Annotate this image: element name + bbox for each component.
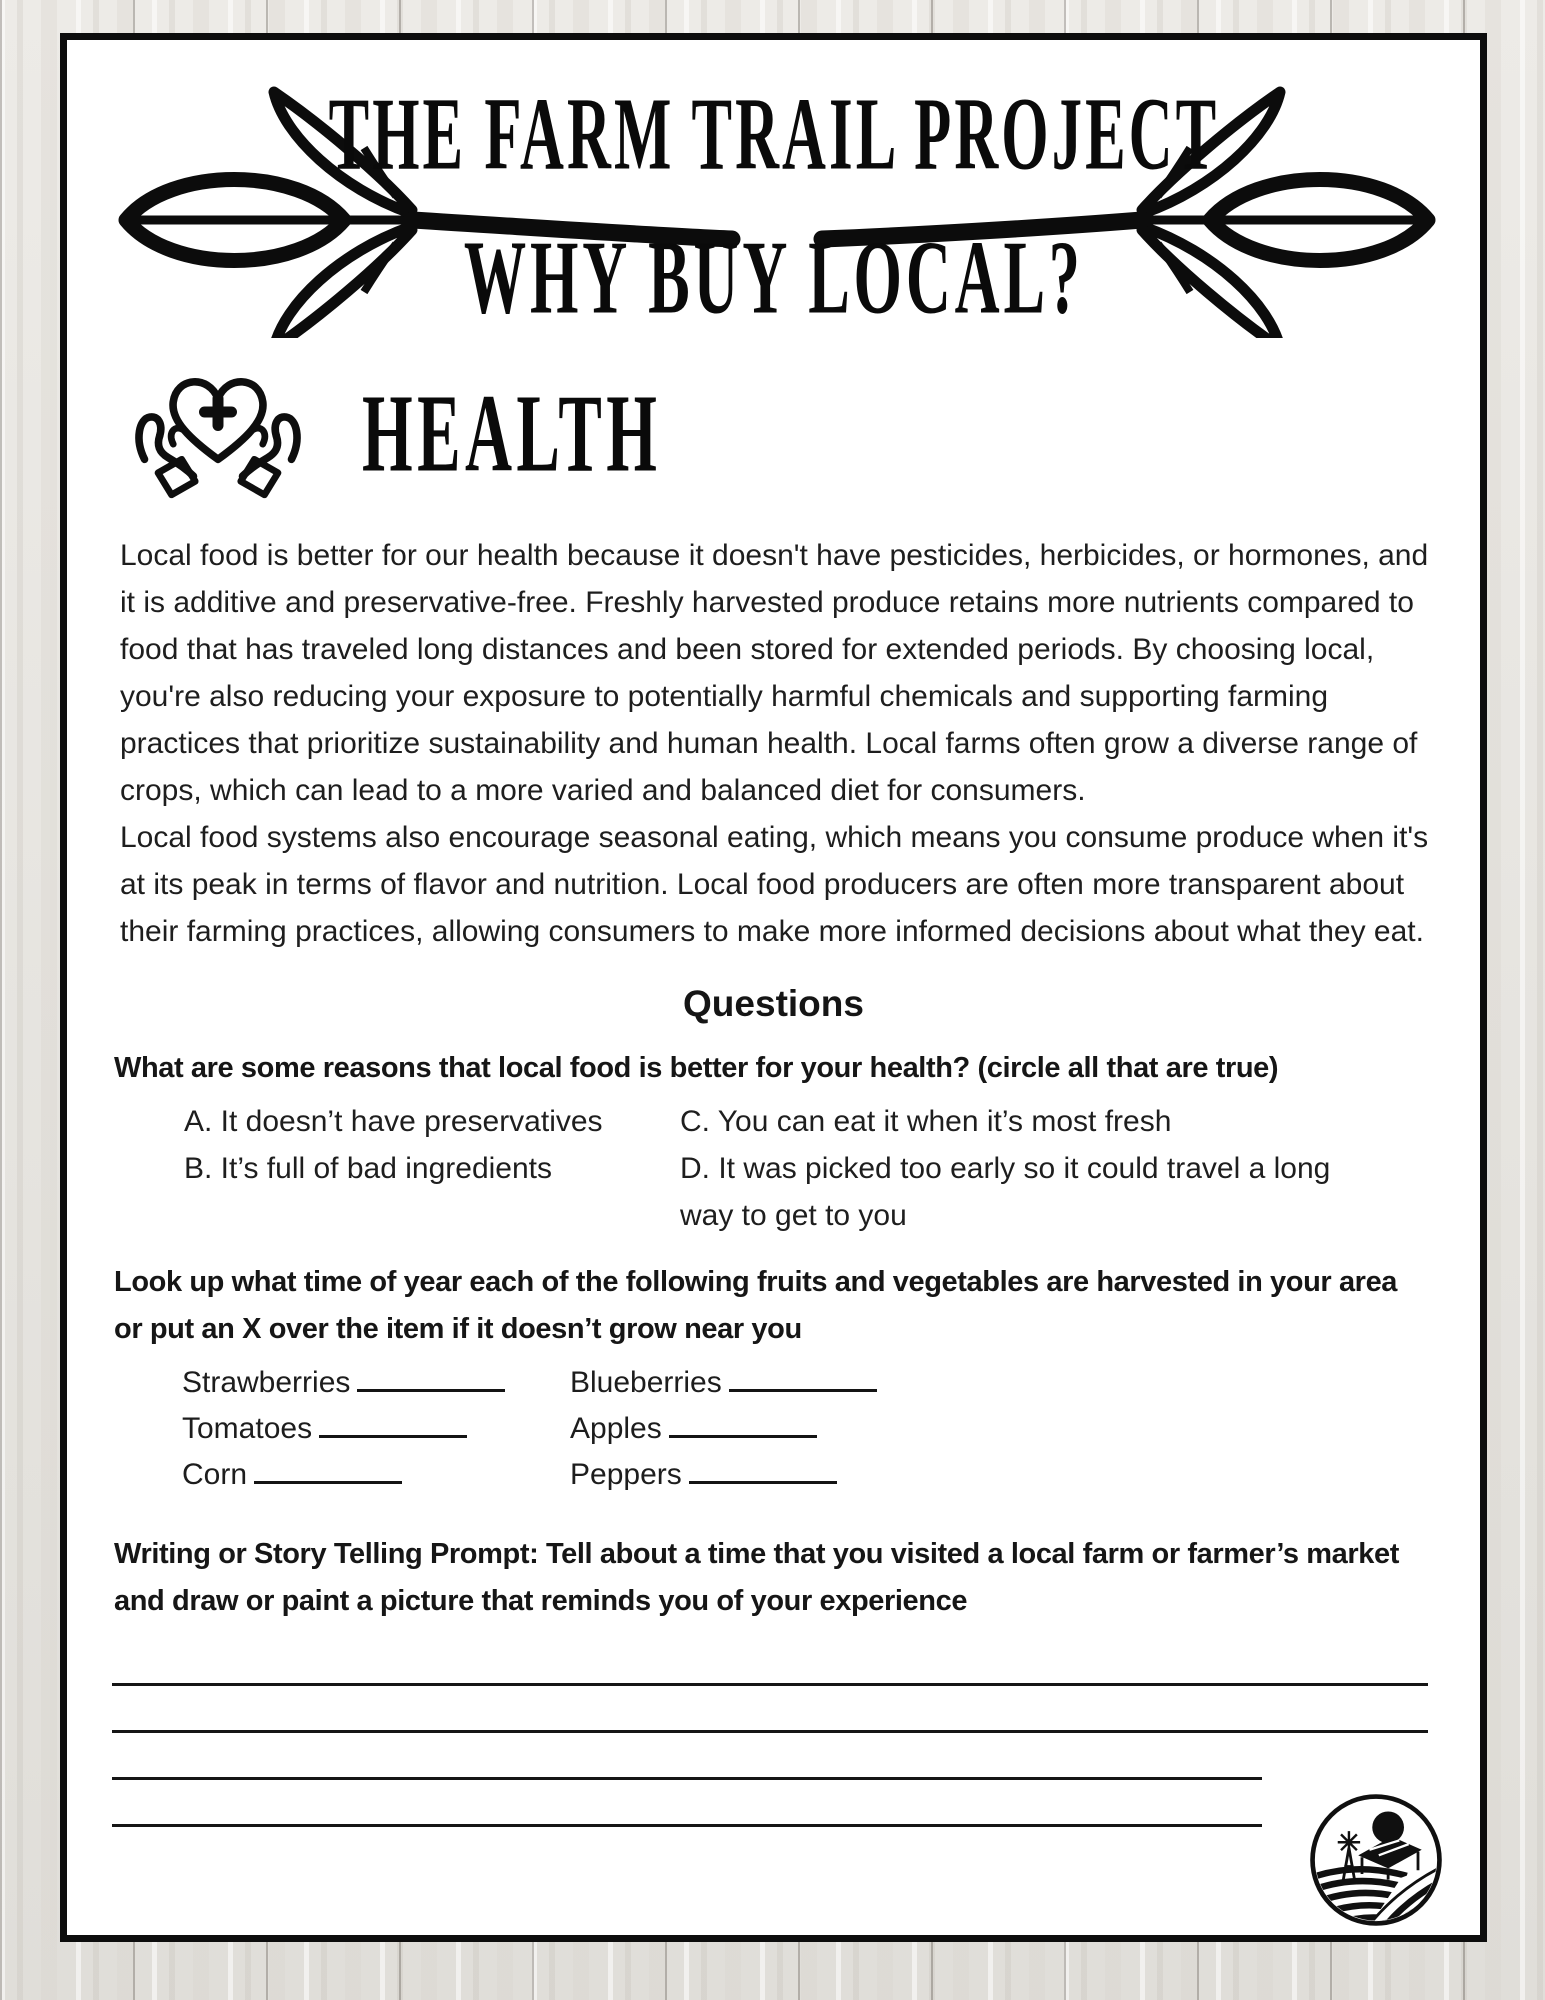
options-column-left bbox=[184, 1098, 680, 1239]
subtitle-row bbox=[112, 218, 1435, 336]
writing-prompt: Writing or Story Telling Prompt: Tell about a time that you visited a local farm or farmer’s market and draw or paint a picture that reminds you of your experience bbox=[114, 1538, 1399, 1617]
body-copy bbox=[120, 532, 1435, 955]
writing-line bbox=[112, 1824, 1262, 1827]
fill-in-blank bbox=[669, 1405, 817, 1438]
worksheet-page bbox=[60, 33, 1487, 1942]
produce-row bbox=[182, 1451, 570, 1497]
produce-name-corn: Corn bbox=[182, 1458, 248, 1491]
option-c: C. You can eat it when it’s most fresh bbox=[680, 1105, 1172, 1138]
section-heading: HEALTH bbox=[362, 372, 662, 496]
writing-line bbox=[112, 1730, 1428, 1733]
fill-in-blank bbox=[254, 1451, 402, 1484]
question-2-prompt: Look up what time of year each of the following fruits and vegetables are harvested in your area or put an X over the item if it doesn’t grow near you bbox=[114, 1266, 1398, 1345]
questions-heading: Questions bbox=[683, 983, 864, 1024]
produce-row bbox=[570, 1359, 1090, 1405]
header bbox=[112, 50, 1435, 338]
hands-heart-icon bbox=[118, 358, 318, 510]
farm-logo-icon bbox=[1306, 1789, 1446, 1931]
fill-in-blank bbox=[689, 1451, 837, 1484]
option-a: A. It doesn’t have preservatives bbox=[184, 1105, 603, 1138]
question-1-options bbox=[184, 1098, 1435, 1239]
produce-row bbox=[182, 1405, 570, 1451]
farm-logo bbox=[1306, 1789, 1446, 1931]
writing-line bbox=[112, 1683, 1428, 1686]
produce-row bbox=[570, 1405, 1090, 1451]
produce-name-strawberries: Strawberries bbox=[182, 1366, 351, 1399]
produce-name-apples: Apples bbox=[570, 1412, 662, 1445]
produce-row bbox=[182, 1359, 570, 1405]
produce-name-tomatoes: Tomatoes bbox=[182, 1412, 313, 1445]
medical-plus-icon bbox=[204, 399, 231, 426]
option-d: D. It was picked too early so it could travel a long way to get to you bbox=[680, 1152, 1331, 1232]
page-title: THE FARM TRAIL PROJECT bbox=[328, 77, 1219, 192]
writing-lines bbox=[112, 1683, 1435, 1827]
fill-in-blank bbox=[729, 1359, 877, 1392]
fill-in-blank bbox=[357, 1359, 505, 1392]
paragraph-1: Local food is better for our health because it doesn't have pesticides, herbicides, or hormones, and it is additive and preservative-free. Freshly harvested produce retains more nutrients compared to food that has traveled long distances and been stored for extended periods. By choosing local, you're also reducing your exposure to potentially harmful chemicals and supporting farming practices that prioritize sustainability and human health. Local farms often grow a diverse range of crops, which can lead to a more varied and balanced diet for consumers. bbox=[120, 539, 1429, 807]
produce-name-peppers: Peppers bbox=[570, 1458, 682, 1491]
fill-in-blank bbox=[319, 1405, 467, 1438]
page-subtitle: WHY BUY LOCAL? bbox=[463, 219, 1084, 336]
produce-row bbox=[570, 1451, 1090, 1497]
health-section-header bbox=[118, 358, 1435, 510]
produce-list bbox=[182, 1359, 1435, 1497]
sun-icon bbox=[1372, 1811, 1404, 1843]
paragraph-2: Local food systems also encourage seasonal eating, which means you consume produce when it's at its peak in terms of flavor and nutrition. Local food producers are often more transparent about their farming practices, allowing consumers to make more informed decisions about what they eat. bbox=[120, 821, 1429, 948]
writing-line bbox=[112, 1777, 1262, 1780]
title-row bbox=[112, 76, 1435, 192]
options-column-right bbox=[680, 1098, 1380, 1239]
option-b: B. It’s full of bad ingredients bbox=[184, 1152, 552, 1185]
question-1-prompt: What are some reasons that local food is better for your health? (circle all that are true) bbox=[114, 1052, 1279, 1084]
produce-name-blueberries: Blueberries bbox=[570, 1366, 722, 1399]
